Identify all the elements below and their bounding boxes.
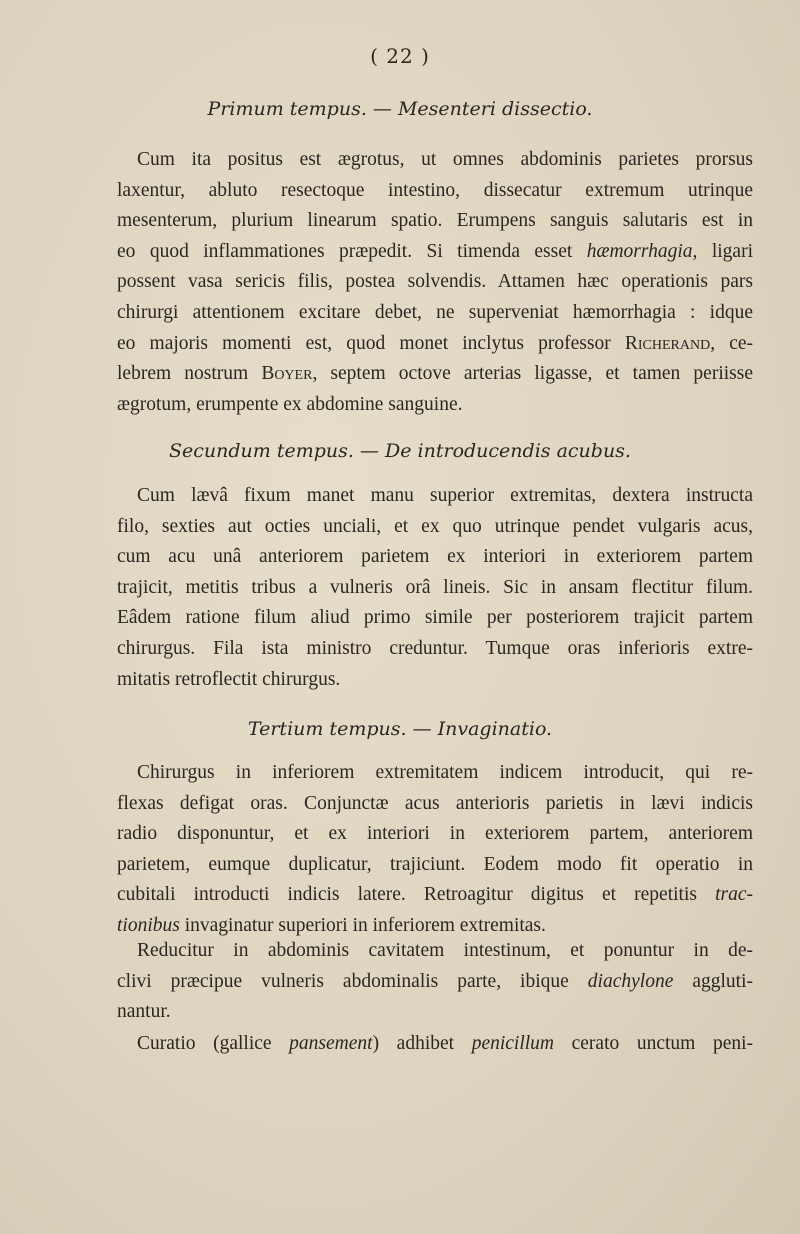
section-dash: — xyxy=(372,98,392,120)
italic-term: penicillum xyxy=(471,1033,555,1054)
text-line: Cum lævâ fixum manet manu superior extremitas, dextera instructa xyxy=(137,485,753,506)
text-line: parietem, eumque duplicatur, trajiciunt. Eodem modo fit operatio in xyxy=(117,853,753,875)
section-title-part: Tertium tempus. xyxy=(247,718,407,740)
text-line xyxy=(117,1029,753,1060)
text-line: mitatis retroflectit chirurgus. xyxy=(117,668,341,690)
paragraph-4 xyxy=(117,936,753,1028)
section-dash: — xyxy=(412,718,432,740)
text-run: cubitali introducti indicis latere. Retroagitur digitus et repetitis xyxy=(117,884,716,906)
section-title-part: Primum tempus. xyxy=(207,98,367,120)
italic-term: pansement xyxy=(289,1033,373,1054)
page-number: ( 22 ) xyxy=(370,44,430,68)
text-line xyxy=(117,967,753,998)
section-title-part: De introducendis acubus. xyxy=(385,440,631,462)
text-line xyxy=(117,237,753,268)
italic-term: tionibus xyxy=(117,914,180,936)
text-line: Eâdem ratione filum aliud primo simile per posteriorem trajicit partem xyxy=(117,607,753,629)
text-run: eo majoris momenti est, quod monet inclytus professor xyxy=(117,332,625,354)
text-line: trajicit, metitis tribus a vulneris orâ lineis. Sic in ansam flectitur filum. xyxy=(117,576,753,598)
text-run: cerato unctum peni- xyxy=(554,1033,754,1054)
section-title-secundum xyxy=(0,440,800,462)
text-line: chirurgi attentionem excitare debet, ne superveniat hæmorrhagia : idque xyxy=(117,301,753,323)
text-line: flexas defigat oras. Conjunctæ acus anterioris parietis in lævi indicis xyxy=(117,792,753,814)
text-line: radio disponuntur, et ex interiori in exteriorem partem, anteriorem xyxy=(117,823,753,845)
text-line: ægrotum, erumpente ex abdomine sanguine. xyxy=(117,393,463,415)
section-title-primum xyxy=(0,98,800,120)
italic-term: hæmorrhagia, xyxy=(586,240,698,262)
text-line: mesenterum, plurium linearum spatio. Erumpens sanguis salutaris est in xyxy=(117,210,753,232)
section-title-part: Mesenteri dissectio. xyxy=(397,98,593,120)
text-line: Cum ita positus est ægrotus, ut omnes abdominis parietes prorsus xyxy=(137,149,753,170)
text-run: invaginatur superiori in inferiorem extremitas. xyxy=(179,914,546,936)
italic-term: diachylone xyxy=(587,970,674,992)
text-line xyxy=(117,329,753,360)
section-title-part: Invaginatio. xyxy=(437,718,553,740)
text-line: Chirurgus in inferiorem extremitatem indicem introducit, qui re- xyxy=(137,762,753,783)
text-line: nantur. xyxy=(117,1001,171,1023)
paragraph-5 xyxy=(117,1029,753,1060)
text-line xyxy=(117,359,753,390)
section-title-tertium xyxy=(0,718,800,740)
text-line: Reducitur in abdominis cavitatem intestinum, et ponuntur in de- xyxy=(137,940,753,961)
author-name: Boyer xyxy=(261,363,313,385)
text-run: , septem octove arterias ligasse, et tamen periisse xyxy=(312,363,753,385)
text-run: clivi præcipue vulneris abdominalis parte, ibique xyxy=(117,970,588,992)
text-run: aggluti- xyxy=(673,970,753,992)
paragraph-1 xyxy=(117,145,753,420)
text-run: Curatio (gallice xyxy=(137,1033,290,1054)
text-line: filo, sexties aut octies unciali, et ex quo utrinque pendet vulgaris acus, xyxy=(117,515,753,537)
paragraph-3 xyxy=(117,758,753,942)
text-line xyxy=(117,880,753,911)
text-run: ligari xyxy=(697,240,754,262)
text-line: chirurgus. Fila ista ministro creduntur. Tumque oras inferioris extre- xyxy=(117,637,753,659)
section-dash: — xyxy=(359,440,379,462)
paragraph-2 xyxy=(117,481,753,695)
text-line: possent vasa sericis filis, postea solvendis. Attamen hæc operationis pars xyxy=(117,271,753,293)
text-line: cum acu unâ anteriorem parietem ex interiori in exteriorem partem xyxy=(117,546,753,568)
text-line: laxentur, abluto resectoque intestino, dissecatur extremum utrinque xyxy=(117,179,753,201)
text-run: lebrem nostrum xyxy=(117,363,262,385)
text-run: eo quod inflammationes præpedit. Si timenda esset xyxy=(117,240,587,262)
author-name: Richerand xyxy=(624,332,711,354)
text-run: ) adhibet xyxy=(372,1033,472,1054)
section-title-part: Secundum tempus. xyxy=(169,440,354,462)
text-run: , ce- xyxy=(710,332,753,354)
italic-term: trac- xyxy=(715,884,753,906)
